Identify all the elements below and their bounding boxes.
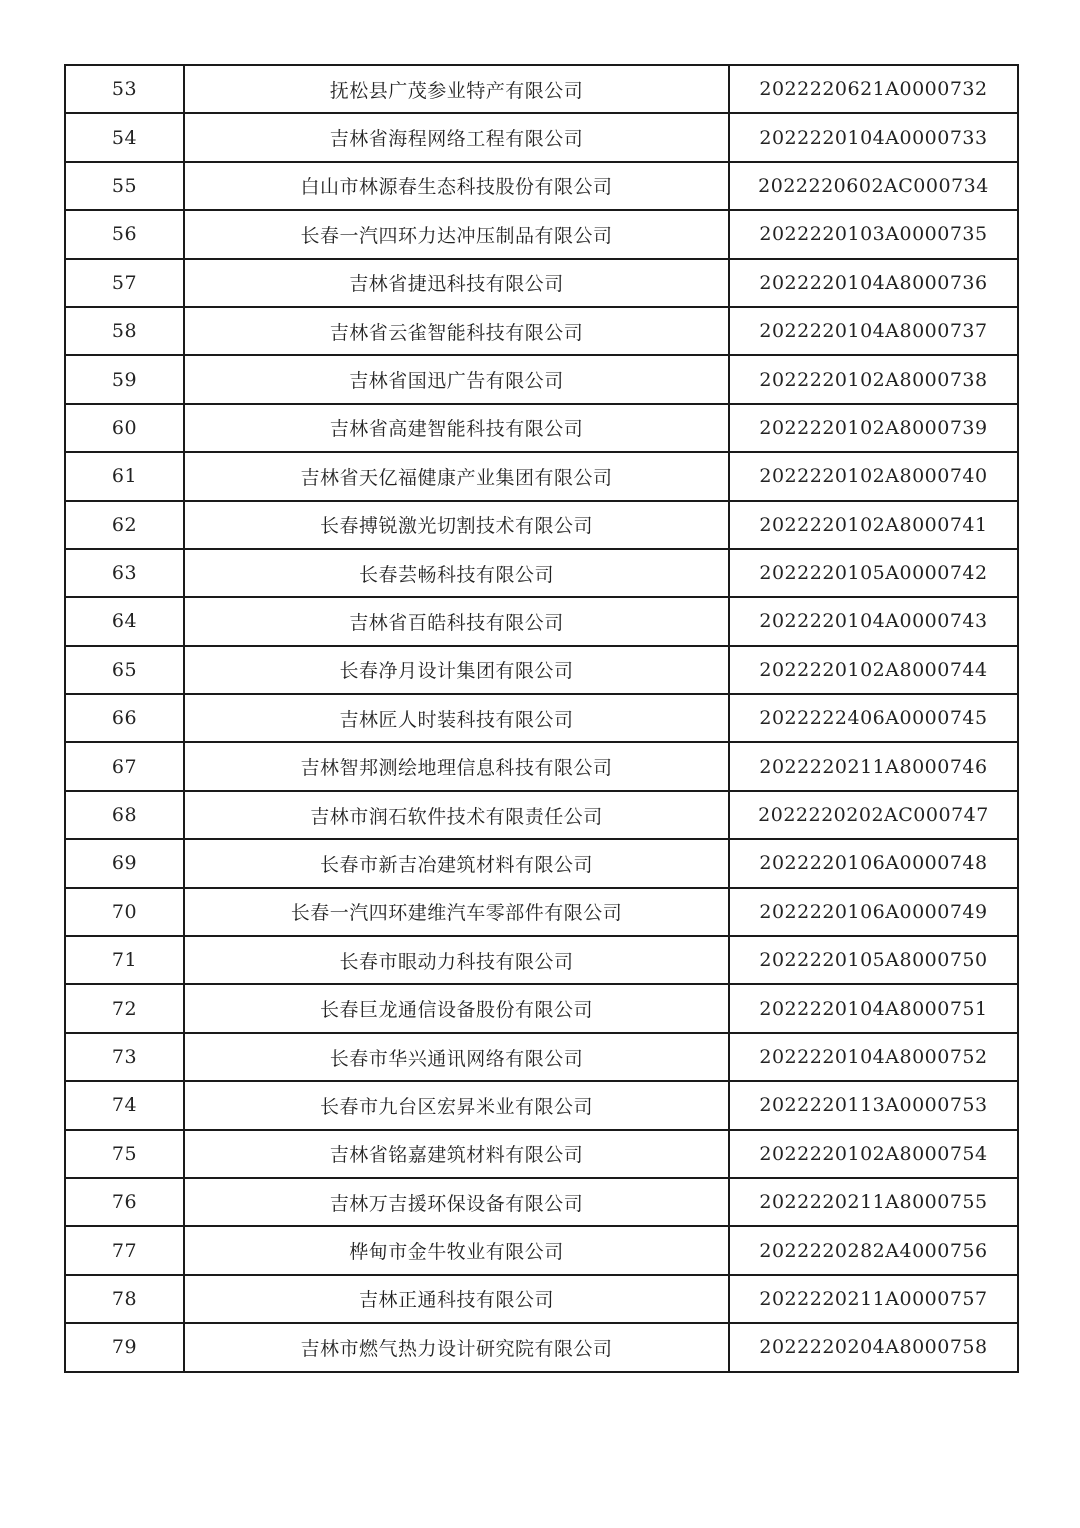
registration-code-cell: 2022220211A8000755 (729, 1178, 1018, 1226)
table-row (65, 210, 1018, 258)
table-row (65, 355, 1018, 403)
row-number-cell: 65 (65, 646, 184, 694)
company-name-cell: 吉林市润石软件技术有限责任公司 (184, 791, 729, 839)
row-number-cell: 60 (65, 404, 184, 452)
table-row (65, 307, 1018, 355)
registration-code-cell: 2022220103A0000735 (729, 210, 1018, 258)
company-name-cell: 长春巨龙通信设备股份有限公司 (184, 984, 729, 1032)
table-row (65, 549, 1018, 597)
row-number-cell: 79 (65, 1323, 184, 1371)
registration-code-cell: 2022220202AC000747 (729, 791, 1018, 839)
row-number-cell: 69 (65, 839, 184, 887)
row-number-cell: 62 (65, 501, 184, 549)
table-row (65, 742, 1018, 790)
row-number-cell: 72 (65, 984, 184, 1032)
registration-code-cell: 2022220211A8000746 (729, 742, 1018, 790)
registration-code-cell: 2022220106A0000749 (729, 888, 1018, 936)
table-row (65, 839, 1018, 887)
table-row (65, 791, 1018, 839)
row-number-cell: 78 (65, 1275, 184, 1323)
company-name-cell: 长春市新吉冶建筑材料有限公司 (184, 839, 729, 887)
registration-code-cell: 2022222406A0000745 (729, 694, 1018, 742)
company-name-cell: 长春市眼动力科技有限公司 (184, 936, 729, 984)
company-name-cell: 长春净月设计集团有限公司 (184, 646, 729, 694)
row-number-cell: 54 (65, 113, 184, 161)
table-row (65, 113, 1018, 161)
registration-code-cell: 2022220621A0000732 (729, 65, 1018, 113)
row-number-cell: 66 (65, 694, 184, 742)
registration-code-cell: 2022220102A8000754 (729, 1130, 1018, 1178)
registration-code-cell: 2022220211A0000757 (729, 1275, 1018, 1323)
company-name-cell: 白山市林源春生态科技股份有限公司 (184, 162, 729, 210)
registration-code-cell: 2022220105A0000742 (729, 549, 1018, 597)
row-number-cell: 77 (65, 1226, 184, 1274)
company-name-cell: 吉林省云雀智能科技有限公司 (184, 307, 729, 355)
registration-code-cell: 2022220102A8000744 (729, 646, 1018, 694)
registration-code-cell: 2022220104A0000733 (729, 113, 1018, 161)
table-row (65, 452, 1018, 500)
company-name-cell: 吉林省天亿福健康产业集团有限公司 (184, 452, 729, 500)
company-name-cell: 长春一汽四环建维汽车零部件有限公司 (184, 888, 729, 936)
row-number-cell: 55 (65, 162, 184, 210)
registration-code-cell: 2022220102A8000738 (729, 355, 1018, 403)
registration-code-cell: 2022220104A8000751 (729, 984, 1018, 1032)
registration-code-cell: 2022220102A8000739 (729, 404, 1018, 452)
company-name-cell: 吉林省高建智能科技有限公司 (184, 404, 729, 452)
company-name-cell: 长春市九台区宏昇米业有限公司 (184, 1081, 729, 1129)
company-name-cell: 吉林智邦测绘地理信息科技有限公司 (184, 742, 729, 790)
table-row (65, 597, 1018, 645)
company-name-cell: 长春搏锐激光切割技术有限公司 (184, 501, 729, 549)
company-name-cell: 长春一汽四环力达冲压制品有限公司 (184, 210, 729, 258)
table-row (65, 404, 1018, 452)
registration-code-cell: 2022220602AC000734 (729, 162, 1018, 210)
table-row (65, 1275, 1018, 1323)
row-number-cell: 57 (65, 259, 184, 307)
company-name-cell: 吉林省百皓科技有限公司 (184, 597, 729, 645)
company-registry-table (64, 64, 1019, 1373)
company-name-cell: 吉林市燃气热力设计研究院有限公司 (184, 1323, 729, 1371)
row-number-cell: 74 (65, 1081, 184, 1129)
row-number-cell: 75 (65, 1130, 184, 1178)
registration-code-cell: 2022220102A8000741 (729, 501, 1018, 549)
table-row (65, 1081, 1018, 1129)
company-name-cell: 吉林省铭嘉建筑材料有限公司 (184, 1130, 729, 1178)
company-name-cell: 吉林省捷迅科技有限公司 (184, 259, 729, 307)
registration-code-cell: 2022220113A0000753 (729, 1081, 1018, 1129)
table-row (65, 501, 1018, 549)
table-row (65, 162, 1018, 210)
company-name-cell: 吉林省国迅广告有限公司 (184, 355, 729, 403)
row-number-cell: 68 (65, 791, 184, 839)
table-row (65, 1323, 1018, 1371)
company-name-cell: 长春芸畅科技有限公司 (184, 549, 729, 597)
registration-code-cell: 2022220104A8000736 (729, 259, 1018, 307)
row-number-cell: 76 (65, 1178, 184, 1226)
table-row (65, 1226, 1018, 1274)
row-number-cell: 73 (65, 1033, 184, 1081)
row-number-cell: 63 (65, 549, 184, 597)
table-row (65, 984, 1018, 1032)
table-row (65, 1033, 1018, 1081)
registration-code-cell: 2022220105A8000750 (729, 936, 1018, 984)
table-row (65, 259, 1018, 307)
registration-code-cell: 2022220104A8000752 (729, 1033, 1018, 1081)
table-row (65, 65, 1018, 113)
registration-code-cell: 2022220102A8000740 (729, 452, 1018, 500)
company-name-cell: 桦甸市金牛牧业有限公司 (184, 1226, 729, 1274)
row-number-cell: 71 (65, 936, 184, 984)
registration-code-cell: 2022220104A8000737 (729, 307, 1018, 355)
table-row (65, 1130, 1018, 1178)
registration-code-cell: 2022220204A8000758 (729, 1323, 1018, 1371)
table-row (65, 936, 1018, 984)
row-number-cell: 64 (65, 597, 184, 645)
table-row (65, 646, 1018, 694)
registration-code-cell: 2022220106A0000748 (729, 839, 1018, 887)
table-row (65, 888, 1018, 936)
registration-code-cell: 2022220282A4000756 (729, 1226, 1018, 1274)
company-name-cell: 吉林正通科技有限公司 (184, 1275, 729, 1323)
company-name-cell: 吉林匠人时装科技有限公司 (184, 694, 729, 742)
row-number-cell: 58 (65, 307, 184, 355)
company-name-cell: 吉林万吉援环保设备有限公司 (184, 1178, 729, 1226)
row-number-cell: 59 (65, 355, 184, 403)
table-body (65, 65, 1018, 1372)
table-row (65, 694, 1018, 742)
table-row (65, 1178, 1018, 1226)
company-name-cell: 长春市华兴通讯网络有限公司 (184, 1033, 729, 1081)
row-number-cell: 61 (65, 452, 184, 500)
row-number-cell: 67 (65, 742, 184, 790)
row-number-cell: 70 (65, 888, 184, 936)
registration-code-cell: 2022220104A0000743 (729, 597, 1018, 645)
document-page (64, 64, 1015, 1373)
company-name-cell: 抚松县广茂参业特产有限公司 (184, 65, 729, 113)
row-number-cell: 56 (65, 210, 184, 258)
row-number-cell: 53 (65, 65, 184, 113)
company-name-cell: 吉林省海程网络工程有限公司 (184, 113, 729, 161)
